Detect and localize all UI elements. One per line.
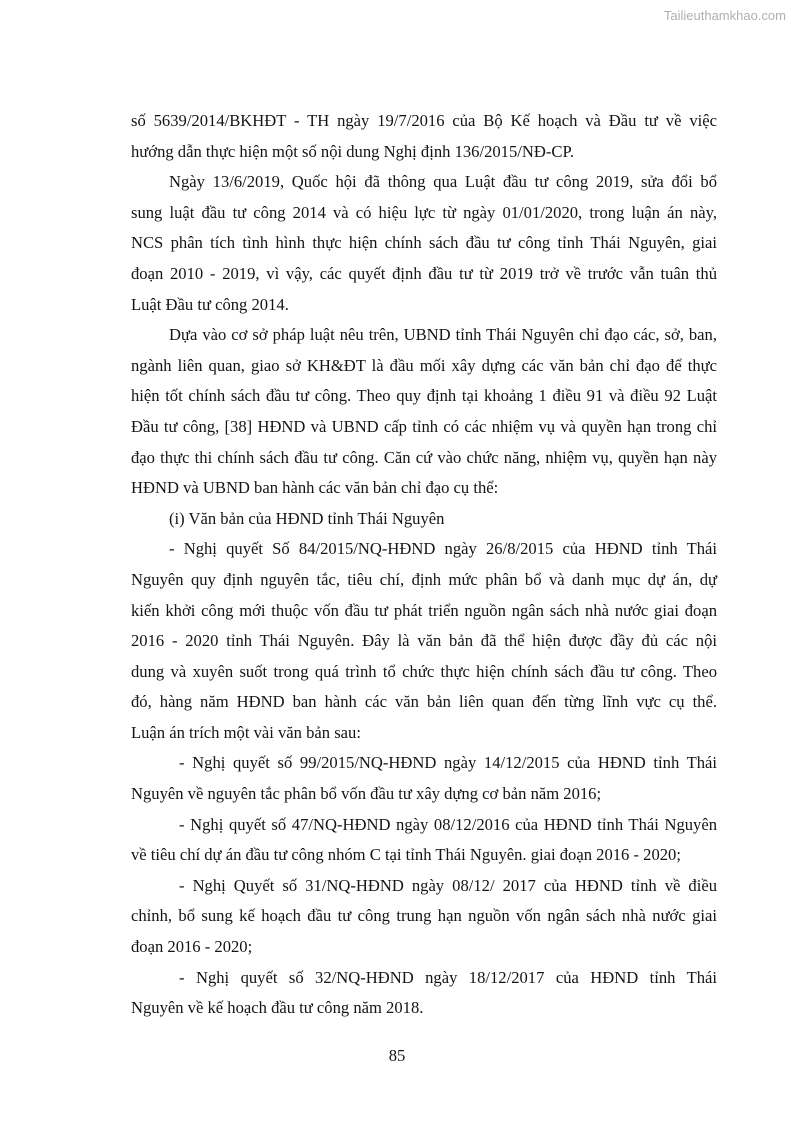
text-line: Nguyên quy định nguyên tắc, tiêu chí, định mức phân bổ và danh mục dự án, dự bbox=[131, 569, 717, 589]
text-line: HĐND và UBND ban hành các văn bản chỉ đạo cụ thể: bbox=[131, 478, 499, 498]
text-line: NCS phân tích tình hình thực hiện chính sách đầu tư công tỉnh Thái Nguyên, giai bbox=[131, 233, 717, 253]
text-line: hướng dẫn thực hiện một số nội dung Nghị định 136/2015/NĐ-CP. bbox=[131, 141, 574, 161]
text-line: số 5639/2014/BKHĐT - TH ngày 19/7/2016 của Bộ Kế hoạch và Đầu tư về việc bbox=[131, 111, 717, 130]
text-line: kiến khởi công mới thuộc vốn đầu tư phát triển nguồn ngân sách nhà nước giai đoạn bbox=[131, 600, 717, 620]
text-line: hiện tốt chính sách đầu tư công. Theo quy định tại khoảng 1 điều 91 và điều 92 Luật bbox=[131, 386, 717, 406]
text-line: Luật Đầu tư công 2014. bbox=[131, 294, 289, 314]
text-line: - Nghị quyết số 32/NQ-HĐND ngày 18/12/2017 của HĐND tỉnh Thái bbox=[179, 967, 717, 987]
text-line: dung và xuyên suốt trong quá trình tổ chức thực hiện chính sách đầu tư công. Theo bbox=[131, 661, 717, 681]
text-line: chỉnh, bổ sung kế hoạch đầu tư công trung hạn nguồn vốn ngân sách nhà nước giai bbox=[131, 906, 717, 926]
text-line: - Nghị quyết số 47/NQ-HĐND ngày 08/12/2016 của HĐND tỉnh Thái Nguyên bbox=[179, 814, 717, 834]
text-line: sung luật đầu tư công 2014 và có hiệu lực từ ngày 01/01/2020, trong luận án này, bbox=[131, 202, 717, 222]
text-line: - Nghị Quyết số 31/NQ-HĐND ngày 08/12/ 2017 của HĐND tỉnh về điều bbox=[179, 875, 717, 895]
text-line: - Nghị quyết Số 84/2015/NQ-HĐND ngày 26/8/2015 của HĐND tỉnh Thái bbox=[169, 539, 717, 559]
text-line: Ngày 13/6/2019, Quốc hội đã thông qua Luật đầu tư công 2019, sửa đổi bổ bbox=[169, 172, 717, 192]
page-number: 85 bbox=[388, 1046, 406, 1065]
text-line: đó, hàng năm HĐND ban hành các văn bản liên quan đến từng lĩnh vực cụ thể. bbox=[131, 692, 717, 712]
watermark: Tailieuthamkhao.com bbox=[663, 8, 786, 23]
text-line: - Nghị quyết số 99/2015/NQ-HĐND ngày 14/12/2015 của HĐND tỉnh Thái bbox=[179, 753, 717, 773]
text-line: Nguyên về kế hoạch đầu tư công năm 2018. bbox=[131, 998, 424, 1018]
text-line: đoạn 2010 - 2019, vì vậy, các quyết định đầu tư từ 2019 trở về trước vẫn tuân thủ bbox=[131, 263, 717, 283]
section-heading: (i) Văn bản của HĐND tỉnh Thái Nguyên bbox=[169, 508, 445, 528]
text-line: Dựa vào cơ sở pháp luật nêu trên, UBND tỉnh Thái Nguyên chỉ đạo các, sở, ban, bbox=[169, 325, 717, 345]
text-line: Đầu tư công, [38] HĐND và UBND cấp tỉnh có các nhiệm vụ và quyền hạn trong chỉ bbox=[131, 416, 717, 436]
document-body bbox=[131, 106, 717, 1024]
text-line: đạo thực thi chính sách đầu tư công. Căn cứ vào chức năng, nhiệm vụ, quyền hạn này bbox=[131, 447, 717, 467]
text-line: 2016 - 2020 tỉnh Thái Nguyên. Đây là văn bản đã thể hiện được đầy đủ các nội bbox=[131, 631, 717, 651]
text-line: về tiêu chí dự án đầu tư công nhóm C tại tỉnh Thái Nguyên. giai đoạn 2016 - 2020; bbox=[131, 845, 681, 865]
text-line: Luận án trích một vài văn bản sau: bbox=[131, 722, 361, 742]
text-line: Nguyên về nguyên tắc phân bổ vốn đầu tư xây dựng cơ bản năm 2016; bbox=[131, 784, 602, 804]
text-line: ngành liên quan, giao sở KH&ĐT là đầu mối xây dựng các văn bản chỉ đạo để thực bbox=[131, 355, 717, 375]
text-line: đoạn 2016 - 2020; bbox=[131, 937, 253, 957]
